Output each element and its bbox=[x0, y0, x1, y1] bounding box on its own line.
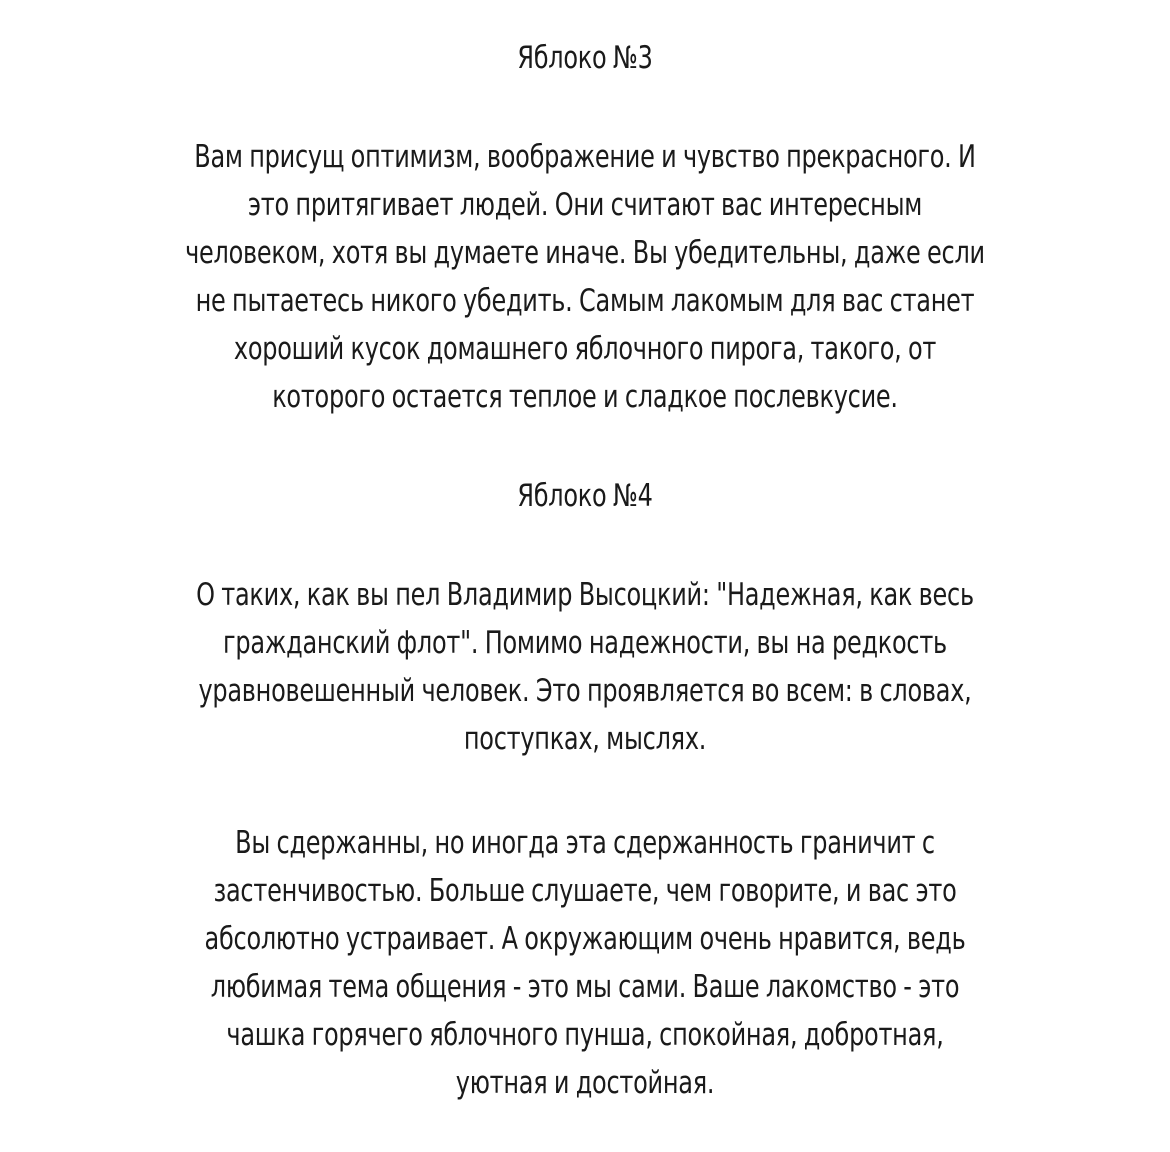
section-title-apple-3 bbox=[116, 34, 1053, 82]
paragraph-line: поступках, мыслях. bbox=[463, 721, 707, 757]
paragraph-apple-4-second bbox=[116, 819, 1053, 1107]
paragraph-line: не пытаетесь никого убедить. Самым лакомым для вас станет bbox=[195, 283, 975, 319]
section-title-apple-4 bbox=[116, 472, 1053, 520]
paragraph-line: хороший кусок домашнего яблочного пирога, такого, от bbox=[233, 331, 937, 367]
paragraph-line: застенчивостью. Больше слушаете, чем говорите, и вас это bbox=[213, 873, 957, 909]
paragraph-apple-3 bbox=[116, 133, 1053, 421]
paragraph-line: уравновешенный человек. Это проявляется во всем: в словах, bbox=[198, 673, 972, 709]
paragraph-line: уютная и достойная. bbox=[455, 1065, 715, 1101]
paragraph-line: абсолютно устраивает. А окружающим очень нравится, ведь bbox=[204, 921, 966, 957]
section-title: Яблоко №3 bbox=[517, 40, 653, 76]
paragraph-line: гражданский флот". Помимо надежности, вы на редкость bbox=[223, 625, 947, 661]
paragraph-line: это притягивает людей. Они считают вас интересным bbox=[247, 187, 923, 223]
section-title: Яблоко №4 bbox=[517, 478, 653, 514]
paragraph-line: Вы сдержанны, но иногда эта сдержанность граничит с bbox=[235, 825, 935, 861]
paragraph-line: которого остается теплое и сладкое послевкусие. bbox=[272, 379, 898, 415]
paragraph-line: чашка горячего яблочного пунша, спокойная, добротная, bbox=[226, 1017, 944, 1053]
paragraph-line: Вам присущ оптимизм, воображение и чувство прекрасного. И bbox=[194, 139, 976, 175]
paragraph-line: человеком, хотя вы думаете иначе. Вы убедительны, даже если bbox=[185, 235, 985, 271]
paragraph-line: О таких, как вы пел Владимир Высоцкий: "Надежная, как весь bbox=[196, 577, 974, 613]
paragraph-apple-4-first bbox=[116, 571, 1053, 763]
paragraph-line: любимая тема общения - это мы сами. Ваше лакомство - это bbox=[210, 969, 960, 1005]
